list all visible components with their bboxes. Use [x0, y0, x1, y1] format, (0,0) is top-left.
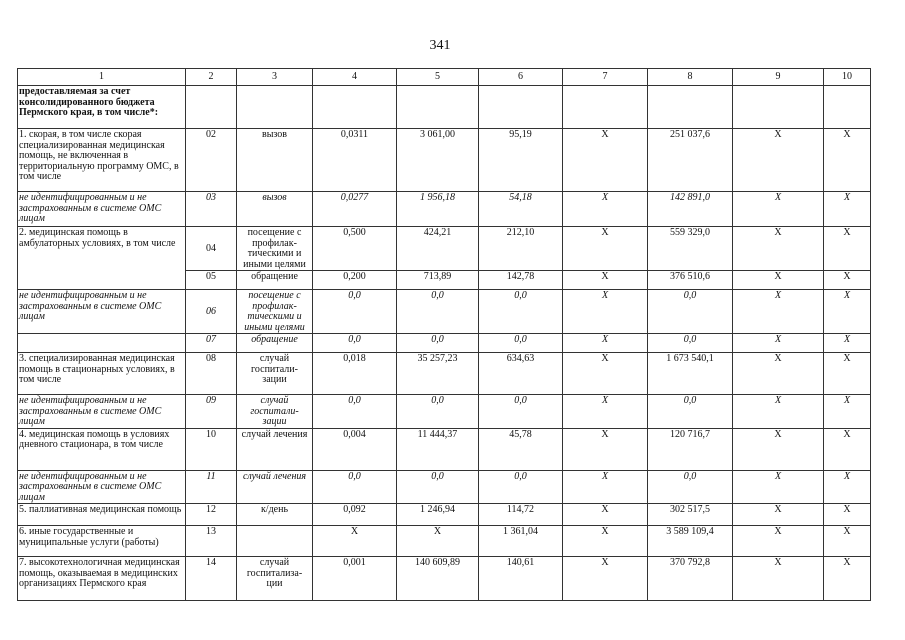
table-cell-col-10: X [824, 271, 871, 290]
table-cell-col-3: случай лечения [237, 470, 313, 504]
table-cell-col-2 [186, 86, 237, 129]
table-cell-col-3: обращение [237, 334, 313, 353]
table-cell-col-5: 0,0 [397, 334, 479, 353]
table-cell-col-9 [733, 86, 824, 129]
table-cell-col-2: 07 [186, 334, 237, 353]
budget-table [17, 68, 871, 601]
table-cell-col-6: 142,78 [479, 271, 563, 290]
row-label-cell: 2. медицинская помощь в амбулаторных условиях, в том числе [18, 227, 186, 290]
table-cell-col-7: X [563, 129, 648, 192]
table-row [18, 504, 871, 526]
table-cell-col-8: 370 792,8 [648, 557, 733, 601]
table-cell-col-9: X [733, 192, 824, 227]
table-cell-col-5: 3 061,00 [397, 129, 479, 192]
table-cell-col-6: 45,78 [479, 428, 563, 470]
column-header-4: 4 [313, 69, 397, 86]
table-cell-col-10: X [824, 227, 871, 271]
column-header-6: 6 [479, 69, 563, 86]
table-cell-col-2: 05 [186, 271, 237, 290]
table-cell-col-9: X [733, 526, 824, 557]
table-cell-col-5: 35 257,23 [397, 353, 479, 395]
table-cell-col-10: X [824, 395, 871, 429]
table-cell-col-6: 212,10 [479, 227, 563, 271]
table-row [18, 290, 871, 334]
table-cell-col-8: 0,0 [648, 395, 733, 429]
table-row [18, 334, 871, 353]
table-cell-col-5: 0,0 [397, 395, 479, 429]
table-row [18, 129, 871, 192]
table-cell-col-8: 0,0 [648, 470, 733, 504]
table-cell-col-6: 140,61 [479, 557, 563, 601]
table-cell-col-10: X [824, 428, 871, 470]
table-cell-col-6: 0,0 [479, 395, 563, 429]
table-cell-col-5: 0,0 [397, 290, 479, 334]
table-cell-col-4: X [313, 526, 397, 557]
column-header-8: 8 [648, 69, 733, 86]
table-cell-col-9: X [733, 334, 824, 353]
table-cell-col-2: 14 [186, 557, 237, 601]
table-row [18, 192, 871, 227]
table-cell-col-2: 11 [186, 470, 237, 504]
table-cell-col-7: X [563, 227, 648, 271]
table-cell-col-9: X [733, 227, 824, 271]
table-cell-col-7: X [563, 526, 648, 557]
table-cell-col-4: 0,0 [313, 470, 397, 504]
table-cell-col-7 [563, 86, 648, 129]
table-cell-col-6: 634,63 [479, 353, 563, 395]
table-cell-col-8: 3 589 109,4 [648, 526, 733, 557]
table-cell-col-3: к/день [237, 504, 313, 526]
table-cell-col-6: 1 361,04 [479, 526, 563, 557]
table-cell-col-8: 251 037,6 [648, 129, 733, 192]
table-row [18, 470, 871, 504]
row-label-cell: 5. паллиативная медицинская помощь [18, 504, 186, 526]
table-cell-col-8 [648, 86, 733, 129]
row-label-cell: 4. медицинская помощь в условиях дневного стационара, в том числе [18, 428, 186, 470]
table-cell-col-2: 03 [186, 192, 237, 227]
table-cell-col-7: X [563, 353, 648, 395]
table-cell-col-8: 142 891,0 [648, 192, 733, 227]
table-cell-col-7: X [563, 428, 648, 470]
column-header-1: 1 [18, 69, 186, 86]
table-cell-col-6: 0,0 [479, 334, 563, 353]
table-cell-col-4: 0,500 [313, 227, 397, 271]
table-cell-col-6: 114,72 [479, 504, 563, 526]
table-cell-col-3: вызов [237, 129, 313, 192]
row-label-cell [18, 334, 186, 353]
column-header-2: 2 [186, 69, 237, 86]
table-cell-col-2: 12 [186, 504, 237, 526]
table-cell-col-2: 06 [186, 290, 237, 334]
table-cell-col-2: 09 [186, 395, 237, 429]
column-header-10: 10 [824, 69, 871, 86]
table-cell-col-9: X [733, 271, 824, 290]
table-row [18, 227, 871, 271]
table-cell-col-6: 0,0 [479, 470, 563, 504]
table-cell-col-6 [479, 86, 563, 129]
table-cell-col-4: 0,0 [313, 334, 397, 353]
table-cell-col-8: 0,0 [648, 334, 733, 353]
table-cell-col-3: обращение [237, 271, 313, 290]
table-cell-col-5: 1 956,18 [397, 192, 479, 227]
table-cell-col-10: X [824, 470, 871, 504]
table-cell-col-2: 13 [186, 526, 237, 557]
table-cell-col-2: 10 [186, 428, 237, 470]
table-cell-col-4: 0,200 [313, 271, 397, 290]
table-cell-col-3: посещение с профилак-тическими и иными целями [237, 290, 313, 334]
table-cell-col-7: X [563, 334, 648, 353]
table-cell-col-5: 713,89 [397, 271, 479, 290]
table-cell-col-6: 95,19 [479, 129, 563, 192]
table-cell-col-5: 424,21 [397, 227, 479, 271]
table-cell-col-6: 0,0 [479, 290, 563, 334]
table-cell-col-5 [397, 86, 479, 129]
table-cell-col-9: X [733, 290, 824, 334]
table-cell-col-2: 08 [186, 353, 237, 395]
table-row [18, 428, 871, 470]
table-cell-col-3 [237, 526, 313, 557]
table-cell-col-8: 120 716,7 [648, 428, 733, 470]
table-cell-col-9: X [733, 504, 824, 526]
table-cell-col-8: 376 510,6 [648, 271, 733, 290]
table-cell-col-10: X [824, 290, 871, 334]
row-label-cell: 1. скорая, в том числе скорая специализированная медицинская помощь, не включенная в территориальную программу ОМС, в том числе [18, 129, 186, 192]
table-cell-col-5: X [397, 526, 479, 557]
table-row [18, 557, 871, 601]
table-body [18, 69, 871, 601]
table-cell-col-10: X [824, 192, 871, 227]
table-cell-col-6: 54,18 [479, 192, 563, 227]
table-cell-col-7: X [563, 557, 648, 601]
table-cell-col-5: 1 246,94 [397, 504, 479, 526]
table-cell-col-4: 0,092 [313, 504, 397, 526]
table-cell-col-2: 04 [186, 227, 237, 271]
table-cell-col-7: X [563, 192, 648, 227]
table-cell-col-3: случай госпитали-зации [237, 353, 313, 395]
table-cell-col-7: X [563, 470, 648, 504]
table-cell-col-10: X [824, 334, 871, 353]
table-cell-col-8: 559 329,0 [648, 227, 733, 271]
table-cell-col-3: случай лечения [237, 428, 313, 470]
table-cell-col-3: случай госпитализа-ции [237, 557, 313, 601]
table-cell-col-4 [313, 86, 397, 129]
table-cell-col-3 [237, 86, 313, 129]
table-row [18, 395, 871, 429]
table-cell-col-4: 0,001 [313, 557, 397, 601]
table-cell-col-9: X [733, 129, 824, 192]
table-cell-col-10: X [824, 504, 871, 526]
table-cell-col-9: X [733, 557, 824, 601]
table-cell-col-4: 0,0 [313, 290, 397, 334]
table-cell-col-4: 0,018 [313, 353, 397, 395]
table-cell-col-7: X [563, 290, 648, 334]
table-cell-col-8: 0,0 [648, 290, 733, 334]
table-cell-col-10: X [824, 526, 871, 557]
table-cell-col-4: 0,0 [313, 395, 397, 429]
table-cell-col-10: X [824, 557, 871, 601]
table-cell-col-10 [824, 86, 871, 129]
header-row [18, 69, 871, 86]
table-cell-col-7: X [563, 504, 648, 526]
table-cell-col-3: случай госпитали-зации [237, 395, 313, 429]
row-label-cell: не идентифицированным и не застрахованным в системе ОМС лицам [18, 290, 186, 334]
table-cell-col-9: X [733, 395, 824, 429]
column-header-5: 5 [397, 69, 479, 86]
column-header-3: 3 [237, 69, 313, 86]
row-label-cell: не идентифицированным и не застрахованным в системе ОМС лицам [18, 470, 186, 504]
row-label-cell: 7. высокотехнологичная медицинская помощь, оказываемая в медицинских организациях Пермского края [18, 557, 186, 601]
table-cell-col-7: X [563, 271, 648, 290]
table-cell-col-7: X [563, 395, 648, 429]
table-cell-col-4: 0,0277 [313, 192, 397, 227]
row-label-cell: не идентифицированным и не застрахованным в системе ОМС лицам [18, 192, 186, 227]
table-cell-col-4: 0,004 [313, 428, 397, 470]
table-cell-col-10: X [824, 129, 871, 192]
table-row [18, 86, 871, 129]
table-cell-col-5: 0,0 [397, 470, 479, 504]
table-cell-col-9: X [733, 428, 824, 470]
column-header-7: 7 [563, 69, 648, 86]
table-cell-col-8: 1 673 540,1 [648, 353, 733, 395]
table-cell-col-10: X [824, 353, 871, 395]
table-cell-col-2: 02 [186, 129, 237, 192]
table-cell-col-9: X [733, 470, 824, 504]
table-cell-col-5: 140 609,89 [397, 557, 479, 601]
column-header-9: 9 [733, 69, 824, 86]
row-label-cell: 3. специализированная медицинская помощь в стационарных условиях, в том числе [18, 353, 186, 395]
table-row [18, 353, 871, 395]
page-number: 341 [429, 38, 451, 53]
table-cell-col-9: X [733, 353, 824, 395]
table-cell-col-4: 0,0311 [313, 129, 397, 192]
row-label-cell: 6. иные государственные и муниципальные услуги (работы) [18, 526, 186, 557]
row-label-cell: предоставляемая за счет консолидированного бюджета Пермского края, в том числе*: [18, 86, 186, 129]
table-row [18, 526, 871, 557]
table-cell-col-8: 302 517,5 [648, 504, 733, 526]
row-label-cell: не идентифицированным и не застрахованным в системе ОМС лицам [18, 395, 186, 429]
table-cell-col-3: посещение с профилак-тическими и иными целями [237, 227, 313, 271]
table-cell-col-3: вызов [237, 192, 313, 227]
table-cell-col-5: 11 444,37 [397, 428, 479, 470]
